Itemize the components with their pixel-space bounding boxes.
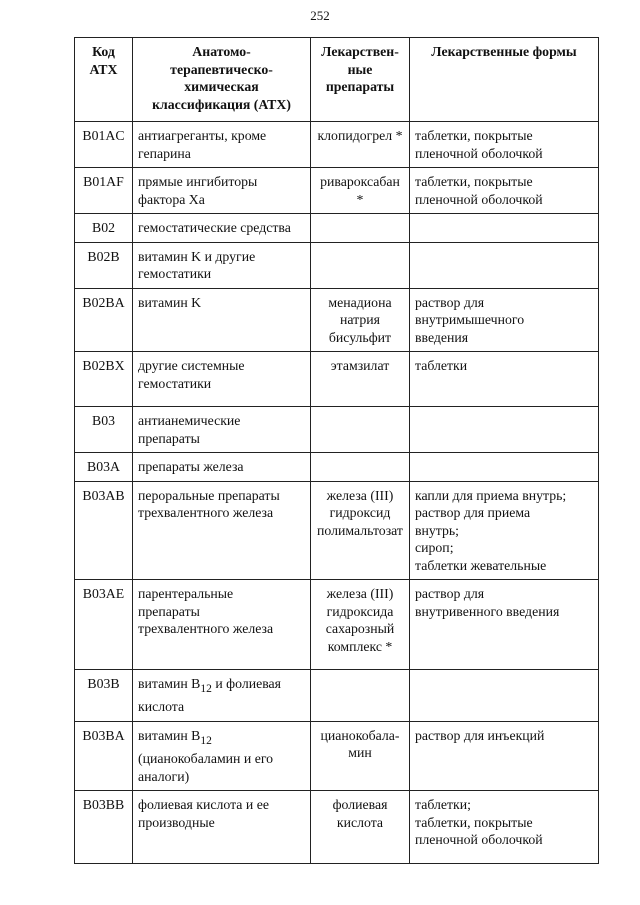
row-code: B02 — [75, 214, 133, 243]
row-forms — [410, 214, 599, 243]
table-row — [75, 670, 599, 722]
table-row — [75, 791, 599, 864]
row-classification: препараты железа — [133, 453, 311, 482]
row-forms: таблетки; таблетки, покрытые пленочной оболочкой — [410, 791, 599, 864]
row-code: B03B — [75, 670, 133, 722]
row-classification: фолиевая кислота и ее производные — [133, 791, 311, 864]
row-classification: другие системные гемостатики — [133, 352, 311, 407]
row-code: B03AB — [75, 481, 133, 580]
row-code: B03 — [75, 407, 133, 453]
row-drug — [311, 242, 410, 288]
table-header-row — [75, 38, 599, 122]
row-code: B03AE — [75, 580, 133, 670]
table-row — [75, 214, 599, 243]
row-classification: витамин K и другие гемостатики — [133, 242, 311, 288]
row-code: B02B — [75, 242, 133, 288]
row-forms: раствор для инъекций — [410, 721, 599, 790]
row-code: B03BA — [75, 721, 133, 790]
classification-text-pre: витамин B — [138, 727, 201, 743]
row-drug: цианокобала- мин — [311, 721, 410, 790]
table-row — [75, 122, 599, 168]
row-drug: этамзилат — [311, 352, 410, 407]
row-code: B02BX — [75, 352, 133, 407]
row-forms — [410, 242, 599, 288]
table-row — [75, 168, 599, 214]
row-classification: пероральные препараты трехвалентного железа — [133, 481, 311, 580]
classification-text-pre: витамин B — [138, 676, 201, 691]
row-forms — [410, 670, 599, 722]
row-classification: прямые ингибиторы фактора Xa — [133, 168, 311, 214]
row-forms: таблетки — [410, 352, 599, 407]
row-drug — [311, 670, 410, 722]
classification-text-post: и фолиевая кислота — [138, 676, 282, 715]
header-drugs: Лекарствен- ные препараты — [311, 38, 410, 122]
row-classification: антиагреганты, кроме гепарина — [133, 122, 311, 168]
header-forms: Лекарственные формы — [410, 38, 599, 122]
row-drug: фолиевая кислота — [311, 791, 410, 864]
row-drug: ривароксабан * — [311, 168, 410, 214]
row-drug: железа (III) гидроксид полимальтозат — [311, 481, 410, 580]
row-drug: железа (III) гидроксида сахарозный комплекс * — [311, 580, 410, 670]
row-code: B03BB — [75, 791, 133, 864]
row-classification — [133, 721, 311, 790]
table-row — [75, 721, 599, 790]
row-drug — [311, 407, 410, 453]
row-forms: раствор для внутривенного введения — [410, 580, 599, 670]
row-code: B01AF — [75, 168, 133, 214]
subscript-12: 12 — [200, 682, 212, 695]
row-drug: менадиона натрия бисульфит — [311, 288, 410, 352]
table-row — [75, 242, 599, 288]
row-classification — [133, 670, 311, 722]
header-classification: Анатомо- терапевтическо- химическая классификация (АТХ) — [133, 38, 311, 122]
table-row — [75, 352, 599, 407]
row-code: B03A — [75, 453, 133, 482]
table-row — [75, 453, 599, 482]
row-classification: антианемические препараты — [133, 407, 311, 453]
classification-text-post: (цианокобаламин и его аналоги) — [138, 751, 274, 784]
table-row — [75, 288, 599, 352]
row-code: B02BA — [75, 288, 133, 352]
header-code: Код АТХ — [75, 38, 133, 122]
table-row — [75, 407, 599, 453]
atx-drug-table — [74, 37, 599, 864]
row-forms: капли для приема внутрь; раствор для приема внутрь; сироп; таблетки жевательные — [410, 481, 599, 580]
row-forms — [410, 453, 599, 482]
page-number: 252 — [310, 8, 330, 23]
table-row — [75, 481, 599, 580]
row-forms: таблетки, покрытые пленочной оболочкой — [410, 168, 599, 214]
row-classification: витамин K — [133, 288, 311, 352]
row-forms: таблетки, покрытые пленочной оболочкой — [410, 122, 599, 168]
row-classification: гемостатические средства — [133, 214, 311, 243]
row-classification: парентеральные препараты трехвалентного железа — [133, 580, 311, 670]
row-drug — [311, 453, 410, 482]
row-drug — [311, 214, 410, 243]
row-forms — [410, 407, 599, 453]
row-drug: клопидогрел * — [311, 122, 410, 168]
row-code: B01AC — [75, 122, 133, 168]
subscript-12: 12 — [200, 734, 212, 747]
row-forms: раствор для внутримышечного введения — [410, 288, 599, 352]
table-row — [75, 580, 599, 670]
